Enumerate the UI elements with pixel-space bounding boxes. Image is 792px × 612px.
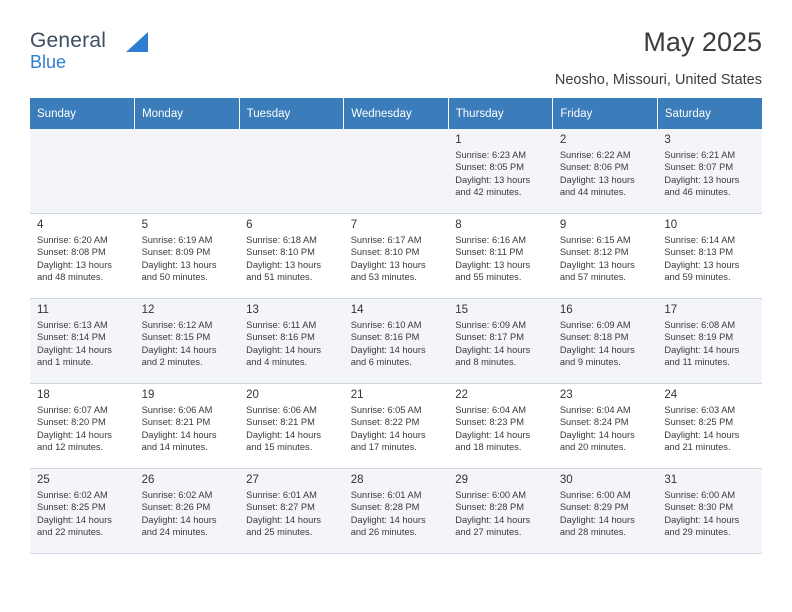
weekday-header-thursday: Thursday — [448, 98, 553, 129]
daylight-text: Daylight: 14 hours and 12 minutes. — [37, 429, 112, 453]
sunrise-text: Sunrise: 6:20 AM — [37, 235, 108, 245]
calendar-cell-day-23 — [553, 384, 658, 469]
calendar-cell-day-4 — [30, 214, 135, 299]
sunset-text: Sunset: 8:22 PM — [350, 417, 420, 428]
day-number: 8 — [455, 219, 462, 231]
day-number: 19 — [141, 389, 155, 401]
daylight-text: Daylight: 13 hours and 50 minutes. — [141, 259, 217, 283]
sunrise-text: Sunrise: 6:00 AM — [664, 490, 736, 500]
day-number: 12 — [141, 304, 155, 316]
calendar-cell-day-2 — [553, 129, 658, 214]
sunrise-text: Sunrise: 6:01 AM — [246, 490, 317, 500]
day-number: 25 — [37, 474, 50, 486]
sunrise-text: Sunrise: 6:07 AM — [37, 405, 108, 415]
sunset-text: Sunset: 8:30 PM — [664, 502, 734, 513]
daylight-text: Daylight: 14 hours and 17 minutes. — [350, 429, 426, 453]
calendar-cell-day-12 — [135, 299, 240, 384]
sunset-text: Sunset: 8:27 PM — [246, 502, 315, 513]
day-number: 26 — [141, 474, 155, 486]
sunset-text: Sunset: 8:19 PM — [664, 332, 734, 343]
sunrise-text: Sunrise: 6:04 AM — [559, 405, 631, 415]
sunset-text: Sunset: 8:10 PM — [246, 247, 315, 258]
calendar-cell-empty — [135, 129, 240, 214]
daylight-text: Daylight: 14 hours and 6 minutes. — [350, 344, 426, 368]
calendar-week-row — [30, 129, 762, 214]
weekday-header-monday: Monday — [135, 98, 240, 129]
calendar-cell-day-15 — [448, 299, 553, 384]
daylight-text: Daylight: 14 hours and 1 minute. — [37, 344, 112, 368]
calendar-cell-day-22 — [448, 384, 553, 469]
sun-times-calendar — [30, 98, 762, 554]
day-number: 13 — [246, 304, 259, 316]
sunrise-text: Sunrise: 6:06 AM — [246, 405, 317, 415]
sunset-text: Sunset: 8:21 PM — [141, 417, 211, 428]
calendar-week-row — [30, 384, 762, 469]
logo-triangle-icon — [126, 32, 148, 52]
logo — [30, 26, 190, 71]
day-number: 15 — [455, 304, 469, 316]
calendar-cell-day-1 — [448, 129, 553, 214]
day-number: 7 — [350, 219, 358, 231]
sunset-text: Sunset: 8:18 PM — [559, 332, 629, 343]
sunset-text: Sunset: 8:28 PM — [350, 502, 420, 513]
calendar-cell-day-17 — [657, 299, 762, 384]
calendar-cell-day-8 — [448, 214, 553, 299]
daylight-text: Daylight: 14 hours and 22 minutes. — [37, 514, 112, 538]
sunrise-text: Sunrise: 6:04 AM — [455, 405, 527, 415]
day-number: 23 — [559, 389, 573, 401]
title-block — [555, 26, 762, 88]
daylight-text: Daylight: 13 hours and 42 minutes. — [455, 174, 531, 198]
calendar-cell-empty — [30, 129, 135, 214]
sunrise-text: Sunrise: 6:01 AM — [350, 490, 422, 500]
calendar-cell-day-26 — [135, 469, 240, 554]
sunset-text: Sunset: 8:12 PM — [559, 247, 629, 258]
day-number: 10 — [664, 219, 678, 231]
calendar-cell-empty — [344, 129, 449, 214]
weekday-header-row — [30, 98, 762, 129]
day-number: 21 — [350, 389, 364, 401]
sunset-text: Sunset: 8:28 PM — [455, 502, 524, 513]
daylight-text: Daylight: 13 hours and 59 minutes. — [664, 259, 740, 283]
calendar-cell-day-20 — [239, 384, 344, 469]
daylight-text: Daylight: 13 hours and 51 minutes. — [246, 259, 322, 283]
calendar-cell-day-18 — [30, 384, 135, 469]
daylight-text: Daylight: 14 hours and 8 minutes. — [455, 344, 531, 368]
daylight-text: Daylight: 13 hours and 48 minutes. — [37, 259, 112, 283]
sunset-text: Sunset: 8:20 PM — [37, 417, 106, 428]
day-number: 27 — [246, 474, 259, 486]
sunrise-text: Sunrise: 6:08 AM — [664, 320, 736, 330]
sunset-text: Sunset: 8:25 PM — [37, 502, 106, 513]
sunset-text: Sunset: 8:09 PM — [141, 247, 211, 258]
day-number: 17 — [664, 304, 678, 316]
sunrise-text: Sunrise: 6:14 AM — [664, 235, 736, 245]
sunset-text: Sunset: 8:07 PM — [664, 162, 734, 173]
sunrise-text: Sunrise: 6:09 AM — [559, 320, 631, 330]
day-number: 14 — [350, 304, 364, 316]
calendar-cell-day-19 — [135, 384, 240, 469]
logo-text-blue: Blue — [30, 52, 67, 72]
weekday-header-tuesday: Tuesday — [239, 98, 344, 129]
sunrise-text: Sunrise: 6:00 AM — [455, 490, 527, 500]
sunset-text: Sunset: 8:06 PM — [559, 162, 629, 173]
sunset-text: Sunset: 8:05 PM — [455, 162, 524, 173]
weekday-header-saturday: Saturday — [657, 98, 762, 129]
calendar-cell-day-21 — [344, 384, 449, 469]
day-number: 5 — [141, 219, 148, 231]
daylight-text: Daylight: 14 hours and 24 minutes. — [141, 514, 217, 538]
day-number: 3 — [664, 134, 671, 146]
sunrise-text: Sunrise: 6:23 AM — [455, 150, 527, 160]
sunrise-text: Sunrise: 6:16 AM — [455, 235, 527, 245]
calendar-cell-day-11 — [30, 299, 135, 384]
sunrise-text: Sunrise: 6:13 AM — [37, 320, 108, 330]
calendar-cell-day-9 — [553, 214, 658, 299]
sunset-text: Sunset: 8:16 PM — [350, 332, 420, 343]
calendar-cell-day-7 — [344, 214, 449, 299]
sunrise-text: Sunrise: 6:12 AM — [141, 320, 213, 330]
sunset-text: Sunset: 8:14 PM — [37, 332, 106, 343]
logo-text-general: General — [30, 29, 107, 52]
day-number: 20 — [246, 389, 259, 401]
sunrise-text: Sunrise: 6:06 AM — [141, 405, 213, 415]
sunrise-text: Sunrise: 6:11 AM — [246, 320, 317, 330]
calendar-cell-day-27 — [239, 469, 344, 554]
sunset-text: Sunset: 8:16 PM — [246, 332, 315, 343]
daylight-text: Daylight: 14 hours and 11 minutes. — [664, 344, 740, 368]
sunrise-text: Sunrise: 6:02 AM — [141, 490, 213, 500]
calendar-cell-day-6 — [239, 214, 344, 299]
sunset-text: Sunset: 8:23 PM — [455, 417, 524, 428]
calendar-cell-day-24 — [657, 384, 762, 469]
sunset-text: Sunset: 8:13 PM — [664, 247, 734, 258]
sunrise-text: Sunrise: 6:03 AM — [664, 405, 736, 415]
sunrise-text: Sunrise: 6:09 AM — [455, 320, 527, 330]
sunrise-text: Sunrise: 6:15 AM — [559, 235, 631, 245]
daylight-text: Daylight: 14 hours and 14 minutes. — [141, 429, 217, 453]
sunset-text: Sunset: 8:21 PM — [246, 417, 315, 428]
calendar-cell-day-29 — [448, 469, 553, 554]
sunset-text: Sunset: 8:17 PM — [455, 332, 524, 343]
sunset-text: Sunset: 8:25 PM — [664, 417, 734, 428]
day-number: 11 — [37, 304, 49, 316]
daylight-text: Daylight: 14 hours and 28 minutes. — [559, 514, 635, 538]
calendar-cell-day-14 — [344, 299, 449, 384]
calendar-week-row — [30, 299, 762, 384]
day-number: 24 — [664, 389, 678, 401]
calendar-cell-day-31 — [657, 469, 762, 554]
day-number: 31 — [664, 474, 678, 486]
day-number: 22 — [455, 389, 469, 401]
daylight-text: Daylight: 14 hours and 27 minutes. — [455, 514, 531, 538]
sunrise-text: Sunrise: 6:18 AM — [246, 235, 317, 245]
daylight-text: Daylight: 14 hours and 21 minutes. — [664, 429, 740, 453]
calendar-cell-day-3 — [657, 129, 762, 214]
daylight-text: Daylight: 14 hours and 4 minutes. — [246, 344, 322, 368]
page-title: May 2025 — [643, 27, 762, 57]
sunrise-text: Sunrise: 6:19 AM — [141, 235, 213, 245]
sunrise-text: Sunrise: 6:00 AM — [559, 490, 631, 500]
daylight-text: Daylight: 14 hours and 15 minutes. — [246, 429, 322, 453]
calendar-cell-day-5 — [135, 214, 240, 299]
daylight-text: Daylight: 14 hours and 2 minutes. — [141, 344, 217, 368]
daylight-text: Daylight: 14 hours and 29 minutes. — [664, 514, 740, 538]
daylight-text: Daylight: 13 hours and 53 minutes. — [350, 259, 426, 283]
day-number: 28 — [350, 474, 364, 486]
calendar-cell-day-10 — [657, 214, 762, 299]
daylight-text: Daylight: 14 hours and 25 minutes. — [246, 514, 322, 538]
daylight-text: Daylight: 14 hours and 26 minutes. — [350, 514, 426, 538]
sunset-text: Sunset: 8:08 PM — [37, 247, 106, 258]
day-number: 1 — [455, 134, 462, 146]
daylight-text: Daylight: 13 hours and 46 minutes. — [664, 174, 740, 198]
calendar-week-row — [30, 469, 762, 554]
sunrise-text: Sunrise: 6:10 AM — [350, 320, 422, 330]
day-number: 18 — [37, 389, 50, 401]
calendar-cell-day-13 — [239, 299, 344, 384]
day-number: 2 — [559, 134, 567, 146]
location-subtitle: Neosho, Missouri, United States — [554, 72, 762, 88]
sunrise-text: Sunrise: 6:17 AM — [350, 235, 422, 245]
day-number: 30 — [559, 474, 573, 486]
daylight-text: Daylight: 14 hours and 9 minutes. — [559, 344, 635, 368]
calendar-cell-empty — [239, 129, 344, 214]
page-header — [30, 26, 762, 88]
sunrise-text: Sunrise: 6:22 AM — [559, 150, 631, 160]
sunset-text: Sunset: 8:10 PM — [350, 247, 420, 258]
calendar-week-row — [30, 214, 762, 299]
daylight-text: Daylight: 14 hours and 20 minutes. — [559, 429, 635, 453]
sunset-text: Sunset: 8:24 PM — [559, 417, 629, 428]
calendar-cell-day-16 — [553, 299, 658, 384]
calendar-cell-day-25 — [30, 469, 135, 554]
sunset-text: Sunset: 8:11 PM — [455, 247, 524, 258]
day-number: 29 — [455, 474, 469, 486]
daylight-text: Daylight: 13 hours and 55 minutes. — [455, 259, 531, 283]
sunrise-text: Sunrise: 6:02 AM — [37, 490, 108, 500]
daylight-text: Daylight: 13 hours and 57 minutes. — [559, 259, 635, 283]
calendar-cell-day-30 — [553, 469, 658, 554]
weekday-header-sunday: Sunday — [30, 98, 135, 129]
weekday-header-wednesday: Wednesday — [344, 98, 449, 129]
sunrise-text: Sunrise: 6:05 AM — [350, 405, 422, 415]
sunrise-text: Sunrise: 6:21 AM — [664, 150, 736, 160]
sunset-text: Sunset: 8:15 PM — [141, 332, 211, 343]
daylight-text: Daylight: 14 hours and 18 minutes. — [455, 429, 531, 453]
day-number: 16 — [559, 304, 573, 316]
weekday-header-friday: Friday — [553, 98, 658, 129]
day-number: 9 — [559, 219, 567, 231]
sunset-text: Sunset: 8:29 PM — [559, 502, 629, 513]
day-number: 4 — [37, 219, 44, 231]
day-number: 6 — [246, 219, 253, 231]
daylight-text: Daylight: 13 hours and 44 minutes. — [559, 174, 635, 198]
sunset-text: Sunset: 8:26 PM — [141, 502, 211, 513]
calendar-cell-day-28 — [344, 469, 449, 554]
